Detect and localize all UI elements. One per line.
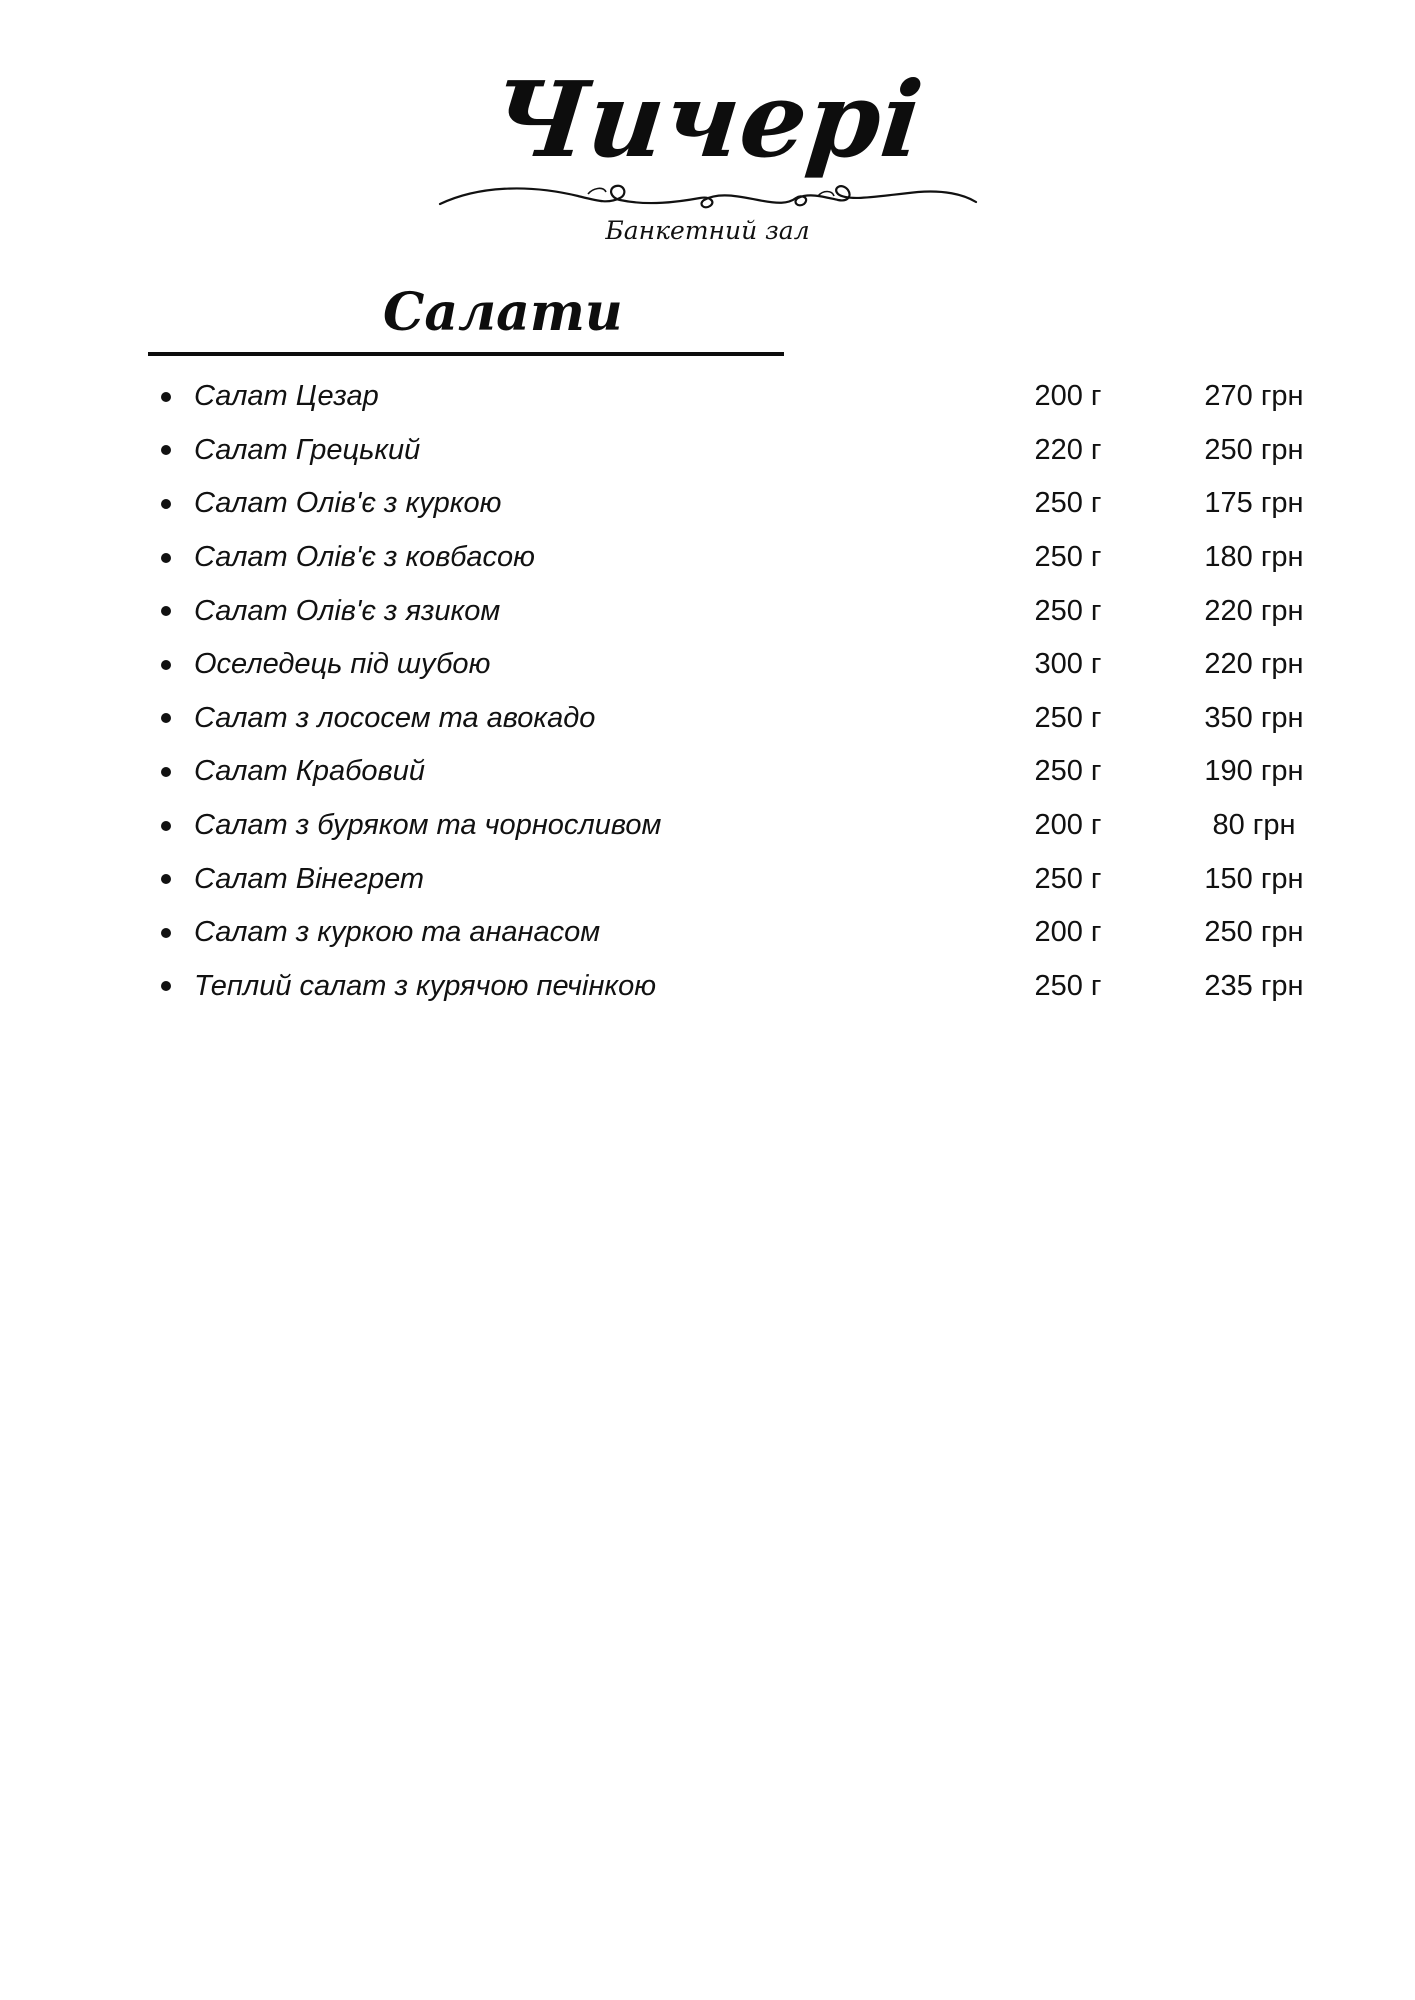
item-price: 350 грн — [1204, 701, 1304, 734]
menu-item — [148, 531, 1304, 585]
menu-list — [148, 370, 1304, 1013]
bullet-icon — [161, 445, 171, 455]
bullet-icon — [161, 821, 171, 831]
section-title: Салати — [383, 282, 623, 343]
section-divider — [148, 352, 784, 356]
item-name: Салат з куркою та ананасом — [194, 916, 601, 949]
item-weight: 250 г — [1034, 755, 1102, 788]
logo — [0, 60, 1415, 260]
item-name: Салат Крабовий — [194, 755, 425, 788]
bullet-icon — [161, 660, 171, 670]
menu-item — [148, 906, 1304, 960]
item-name: Салат Олів'є з куркою — [194, 487, 502, 520]
menu-item — [148, 960, 1304, 1014]
bullet-icon — [161, 392, 171, 402]
item-price: 80 грн — [1212, 809, 1296, 842]
item-weight: 250 г — [1034, 594, 1102, 627]
menu-item — [148, 745, 1304, 799]
item-name: Салат Олів'є з ковбасою — [194, 541, 535, 574]
item-weight: 200 г — [1034, 916, 1102, 949]
menu-item — [148, 799, 1296, 853]
item-name: Теплий салат з курячою печінкою — [194, 969, 657, 1002]
item-price: 220 грн — [1204, 594, 1304, 627]
bullet-icon — [161, 981, 171, 991]
bullet-icon — [161, 606, 171, 616]
item-price: 180 грн — [1204, 541, 1304, 574]
item-name: Салат Олів'є з язиком — [194, 594, 501, 627]
item-weight: 250 г — [1034, 969, 1102, 1002]
bullet-icon — [161, 928, 171, 938]
menu-item — [148, 852, 1304, 906]
item-name: Салат Цезар — [194, 380, 379, 413]
item-name: Оселедець під шубою — [194, 648, 491, 681]
item-weight: 250 г — [1034, 487, 1102, 520]
item-name: Салат Вінегрет — [194, 862, 425, 895]
item-name: Салат з буряком та чорносливом — [194, 809, 662, 842]
item-weight: 250 г — [1034, 701, 1102, 734]
subtitle: Банкетний зал — [605, 216, 810, 245]
item-weight: 200 г — [1034, 809, 1102, 842]
flourish-ornament-icon — [438, 168, 978, 212]
menu-item — [148, 584, 1304, 638]
menu-item — [148, 638, 1304, 692]
item-price: 190 грн — [1204, 755, 1304, 788]
item-price: 150 грн — [1204, 862, 1304, 895]
item-price: 175 грн — [1204, 487, 1304, 520]
menu-item — [148, 477, 1304, 531]
item-name: Салат Грецький — [194, 433, 421, 466]
item-price: 250 грн — [1204, 916, 1304, 949]
bullet-icon — [161, 767, 171, 777]
item-weight: 200 г — [1034, 380, 1102, 413]
item-weight: 250 г — [1034, 541, 1102, 574]
item-price: 250 грн — [1204, 433, 1304, 466]
item-weight: 220 г — [1034, 433, 1102, 466]
menu-item — [148, 424, 1304, 478]
item-price: 220 грн — [1204, 648, 1304, 681]
menu-item — [148, 370, 1304, 424]
brand-name: Чичері — [486, 58, 929, 181]
item-weight: 300 г — [1034, 648, 1102, 681]
bullet-icon — [161, 874, 171, 884]
bullet-icon — [161, 553, 171, 563]
item-weight: 250 г — [1034, 862, 1102, 895]
bullet-icon — [161, 499, 171, 509]
bullet-icon — [161, 713, 171, 723]
item-price: 235 грн — [1204, 969, 1304, 1002]
item-price: 270 грн — [1204, 380, 1304, 413]
menu-item — [148, 692, 1304, 746]
item-name: Салат з лососем та авокадо — [194, 701, 596, 734]
